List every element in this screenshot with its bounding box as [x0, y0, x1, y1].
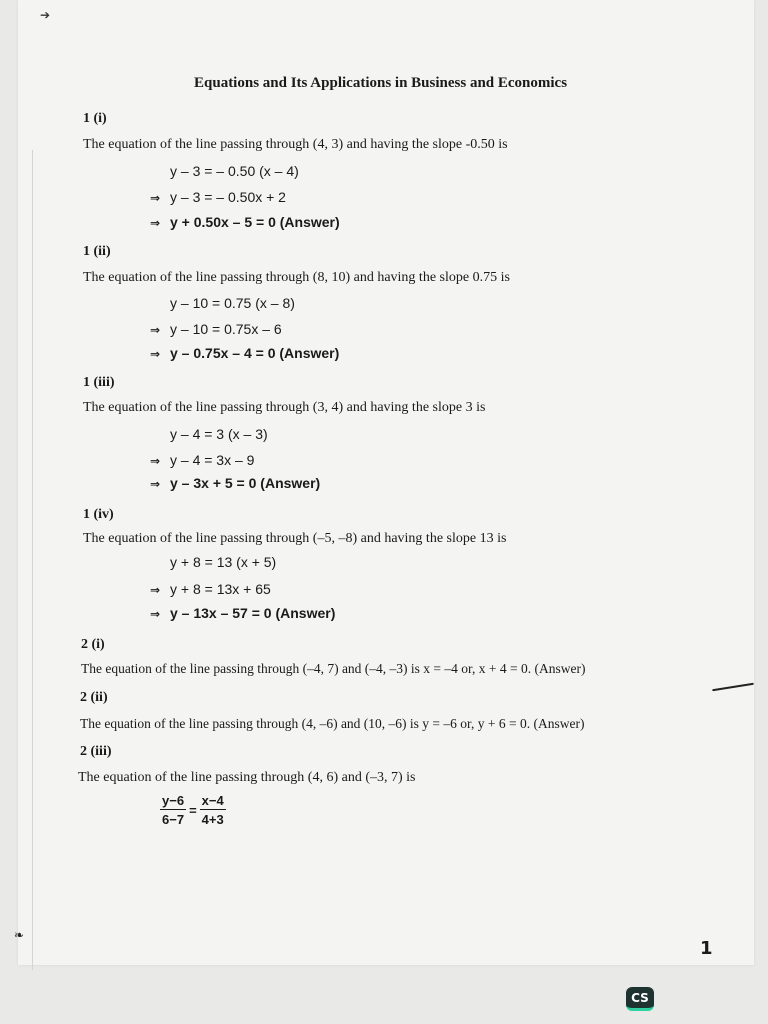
section-statement: The equation of the line passing through (8, 10) and having the slope 0.75 is: [83, 270, 510, 285]
equation-step: [150, 605, 335, 621]
step-text: y – 3x + 5 = 0 (Answer): [170, 475, 321, 491]
implies-icon: ⇒: [150, 607, 161, 621]
implies-icon: ⇒: [150, 191, 161, 205]
step-text: y – 3 = – 0.50 (x – 4): [170, 163, 299, 179]
section-label: 1 (ii): [83, 244, 111, 259]
right-fraction: [200, 793, 226, 827]
equation-step: [150, 214, 340, 230]
section-statement: The equation of the line passing through (4, 3) and having the slope -0.50 is: [83, 137, 508, 152]
implies-icon: ⇒: [150, 216, 161, 230]
equation-step: [150, 426, 268, 442]
equation-step: [150, 554, 276, 570]
ink-smudge: ❧: [14, 928, 25, 942]
page-margin-line: [32, 150, 33, 970]
equation-step: [150, 189, 286, 205]
step-text: y – 10 = 0.75 (x – 8): [170, 295, 295, 311]
fraction-equation: [160, 793, 226, 827]
section-label: 1 (iii): [83, 375, 115, 390]
equation-step: [150, 475, 320, 491]
implies-icon: ⇒: [150, 477, 161, 491]
step-text: y + 0.50x – 5 = 0 (Answer): [170, 214, 340, 230]
corner-ink-mark: ➔: [40, 8, 51, 22]
left-denominator: 6−7: [162, 812, 185, 827]
implies-icon: ⇒: [150, 583, 161, 597]
left-fraction: [160, 793, 186, 827]
step-text: y – 4 = 3x – 9: [170, 452, 255, 468]
equation-step: [150, 321, 282, 337]
document-title: Equations and Its Applications in Business and Economics: [194, 75, 568, 91]
step-text: y – 0.75x – 4 = 0 (Answer): [170, 345, 340, 361]
section-statement: The equation of the line passing through (4, –6) and (10, –6) is y = –6 or, y + 6 = 0. (Answer): [80, 716, 585, 731]
implies-icon: ⇒: [150, 347, 161, 361]
section-label: 2 (ii): [80, 690, 108, 705]
equation-step: [150, 452, 254, 468]
equation-step: [150, 581, 271, 597]
step-text: y – 13x – 57 = 0 (Answer): [170, 605, 336, 621]
implies-icon: ⇒: [150, 454, 161, 468]
camscanner-logo: CS: [626, 987, 654, 1011]
section-statement: The equation of the line passing through (3, 4) and having the slope 3 is: [83, 400, 486, 415]
section-label: 1 (iv): [83, 507, 114, 522]
equals-sign: =: [189, 802, 197, 818]
equation-step: [150, 295, 295, 311]
step-text: y – 4 = 3 (x – 3): [170, 426, 268, 442]
page-number: 1: [700, 938, 713, 959]
section-label: 2 (iii): [80, 744, 112, 759]
section-statement: The equation of the line passing through (–5, –8) and having the slope 13 is: [83, 531, 507, 546]
equation-step: [150, 163, 299, 179]
section-statement: The equation of the line passing through (4, 6) and (–3, 7) is: [78, 770, 416, 785]
right-numerator: x−4: [201, 793, 224, 808]
section-label: 1 (i): [83, 111, 107, 126]
section-label: 2 (i): [81, 637, 105, 652]
section-statement: The equation of the line passing through (–4, 7) and (–4, –3) is x = –4 or, x + 4 = 0. (Answer): [81, 661, 586, 676]
left-numerator: y−6: [162, 793, 185, 808]
right-denominator: 4+3: [201, 812, 224, 827]
step-text: y – 3 = – 0.50x + 2: [170, 189, 286, 205]
step-text: y + 8 = 13x + 65: [170, 581, 271, 597]
equation-step: [150, 345, 339, 361]
step-text: y + 8 = 13 (x + 5): [170, 554, 277, 570]
step-text: y – 10 = 0.75x – 6: [170, 321, 282, 337]
implies-icon: ⇒: [150, 323, 161, 337]
